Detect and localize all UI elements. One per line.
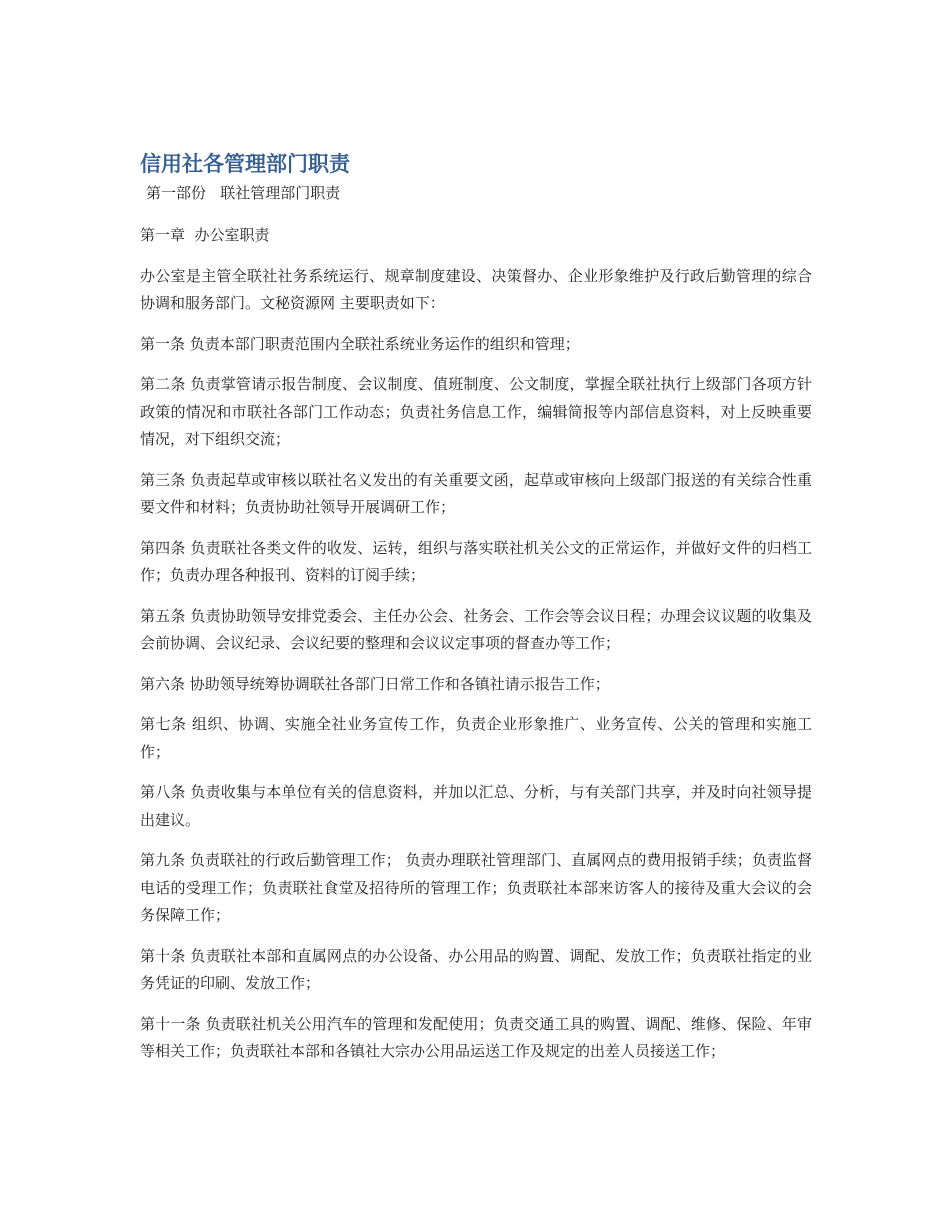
article-4: 第四条 负责联社各类文件的收发、运转，组织与落实联社机关公文的正常运作，并做好文件的归档工作；负责办理各种报刊、资料的订阅手续； [140,538,812,584]
article-11: 第十一条 负责联社机关公用汽车的管理和发配使用；负责交通工具的购置、调配、维修、保险、年审等相关工作；负责联社本部和各镇社大宗办公用品运送工作及规定的出差人员接送工作； [140,1014,812,1060]
article-2: 第二条 负责掌管请示报告制度、会议制度、值班制度、公文制度，掌握全联社执行上级部门各项方针政策的情况和市联社各部门工作动态；负责社务信息工作，编辑简报等内部信息资料，对上反映重要情况，对下组织交流； [140,375,812,448]
article-3: 第三条 负责起草或审核以联社名义发出的有关重要文函，起草或审核向上级部门报送的有关综合性重要文件和材料；负责协助社领导开展调研工作； [140,470,812,516]
article-5: 第五条 负责协助领导安排党委会、主任办公会、社务会、工作会等会议日程；办理会议议题的收集及会前协调、会议纪录、会议纪要的整理和会议议定事项的督查办等工作； [140,606,812,652]
document-title: 信用社各管理部门职责 [140,152,350,176]
article-1: 第一条 负责本部门职责范围内全联社系统业务运作的组织和管理； [140,334,580,353]
article-10: 第十条 负责联社本部和直属网点的办公设备、办公用品的购置、调配、发放工作；负责联社指定的业务凭证的印刷、发放工作； [140,946,812,992]
article-6: 第六条 协助领导统筹协调联社各部门日常工作和各镇社请示报告工作； [140,674,610,693]
document-body [140,150,812,1066]
article-7: 第七条 组织、协调、实施全社业务宣传工作，负责企业形象推广、业务宣传、公关的管理和实施工作； [140,715,812,761]
article-8: 第八条 负责收集与本单位有关的信息资料，并加以汇总、分析，与有关部门共享，并及时向社领导提出建议。 [140,783,812,829]
article-9: 第九条 负责联社的行政后勤管理工作； 负责办理联社管理部门、直属网点的费用报销手续；负责监督电话的受理工作；负责联社食堂及招待所的管理工作；负责联社本部来访客人的接待及重大会议的会务保障工作； [140,851,812,924]
chapter-heading: 第一章 办公室职责 [140,226,270,244]
intro-paragraph: 办公室是主管全联社社务系统运行、规章制度建设、决策督办、企业形象维护及行政后勤管理的综合协调和服务部门。文秘资源网 主要职责如下： [140,266,812,312]
document-subtitle: 第一部份 联社管理部门职责 [146,184,341,202]
